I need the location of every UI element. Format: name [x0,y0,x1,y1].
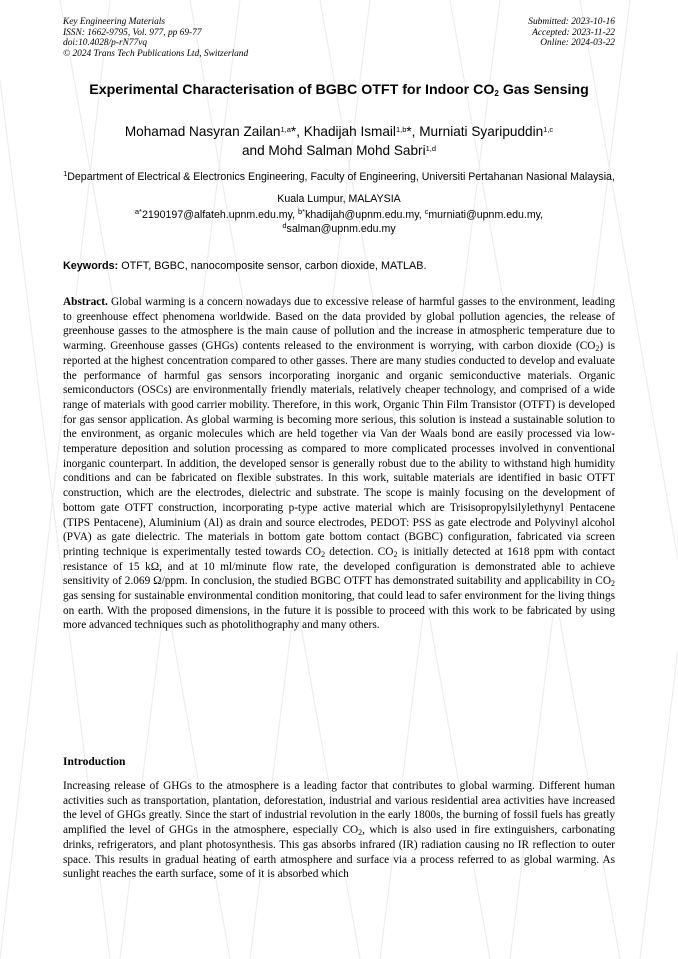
email-link: 2190197@alfateh.upnm.edu.my, [141,209,298,221]
author-list: Mohamad Nasyran Zailan$^{1,a}$*, Khadijah Ismail$^{1,b}$*, Murniati Syaripuddin$^{1,c}$ and Mohd Salman Mohd Sabri$^{1,d}$ [124,124,554,158]
copyright: © 2024 Trans Tech Publications Ltd, Switzerland [63,48,249,59]
keywords: Keywords: OTFT, BGBC, nanocomposite sensor, carbon dioxide, MATLAB. [63,260,427,272]
abstract: Abstract. Global warming is a concern nowadays due to excessive release of harmful gasses to the environment, leading to greenhouse effect phenomena worldwide. Based on the data provided by global pollution agencies, the release of greenhouse gasses to the atmosphere is the main cause of pollution and the increase in atmospheric temperature due to warming. Greenhouse gasses (GHGs) contents released to the environment is worrying, with carbon dioxide $(CO_2)$ is reported at the highest concentration compared to other gasses. There are many studies conducted to develop and evaluate the performance of harmful gas sensors incorporating inorganic and organic semiconductive materials. Organic semiconductors (OSCs) are environmentally friendly materials, relatively cheaper technology, and comprised of a wide range of materials with good carrier mobility. Therefore, in this work, Organic Thin Film Transistor (OTFT) is developed for gas sensor application. As global warming is becoming more serious, this solution is instead a sustainable solution to the environment, as organic molecules which are held together via Van der Waals bond are easily processed via low-temperature deposition and solution processing as compared to more complicated processes involved in conventional inorganic counterpart. In addition, the developed sensor is generally robust due to the ability to withstand high humidity conditions and can be fabricated on flexible substrates. In this work, suitable materials are identified in basic OTFT construction, which are the electrodes, dielectric and substrate. The scope is mainly focusing on the development of bottom gate OTFT construction, incorporating p-type active material which are Trisisopropylsilylethynyl Pentacene (TIPS Pentacene), Aluminium (Al) as drain and source electrodes, PEDOT: PSS as gate electrode and Polyvinyl alcohol (PVA) as gate dielectric. The materials in bottom gate bottom contact (BGBC) configuration, fabricated via screen printing technique is experimentally tested towards $CO_2$ detection. $CO_2$ is initially detected at 1618 ppm with contact resistance of 15 kΩ, and at 10 ml/minute flow rate, the developed configuration is demonstrated able to achieve sensitivity of 2.069 Ω/ppm. In conclusion, the studied BGBC OTFT has demonstrated suitability and applicability in $CO_2$ gas sensing for sustainable environmental condition monitoring, that could lead to safer environment for the living things on earth. With the proposed dimensions, in the future it is possible to proceed with this work to be fabricated by using more advanced techniques such as photolithography and many others. [63,296,615,632]
online-date: Online: 2024-03-22 [540,38,615,49]
author-name: Mohamad Nasyran Zailan [124,124,281,139]
email-link: salman@upnm.edu.my [286,222,396,235]
author-name: and Mohd Salman Mohd Sabri [241,142,426,158]
submitted-date: Submitted: 2023-10-16 [528,17,615,27]
accepted-date: Accepted: 2023-11-22 [532,27,615,38]
doi: doi:10.4028/p-rN77vq [63,38,148,49]
issn: ISSN: 1662-9795, Vol. 977, pp 69-77 [63,27,202,38]
email-link: khadijah@upnm.edu.my, [305,209,425,221]
introduction-text: Increasing release of GHGs to the atmosphere is a leading factor that contributes to global warming. Different human activities such as transportation, plantation, deforestation, industrial and various residential area activities have increased the level of GHGs greatly. Since the start of industrial revolution in the early 1800s, the burning of fossil fuels has greatly amplified the level of GHGs in the atmosphere, especially $CO_2$, which is also used in fire extinguishers, carbonating drinks, refrigerators, and plant photosynthesis. This gas absorbs infrared (IR) radiation causing no IR reflection to outer space. This results in gradual heating of earth atmosphere and surface via a process referred to as global warming. As sunlight reaches the earth surface, some of it is absorbed which [63,780,615,881]
keywords-label: Keywords: [63,260,119,272]
affiliation: $^1$Department of Electrical & Electronics Engineering, Faculty of Engineering, Universiti Pertahanan Nasional Malaysia, Kuala Lumpur, MALAYSIA [63,169,615,205]
abstract-label: Abstract. [63,296,108,308]
paper-title: Experimental Characterisation of BGBC OTFT for Indoor $CO_2$ Gas Sensing [89,82,589,98]
journal-info [63,17,248,59]
email-link: murniati@upnm.edu.my, [428,209,544,221]
journal-name: Key Engineering Materials [63,17,166,27]
section-heading-introduction: Introduction [63,756,126,768]
author-emails: $^{a*}$2190197@alfateh.upnm.edu.my, $^{b*}$khadijah@upnm.edu.my, $^c$murniati@upnm.edu.my, $^d$salman@upnm.edu.my [134,207,544,235]
publication-dates [528,17,615,49]
author-name: Khadijah Ismail [303,124,396,139]
author-name: Murniati Syaripuddin [419,124,544,139]
